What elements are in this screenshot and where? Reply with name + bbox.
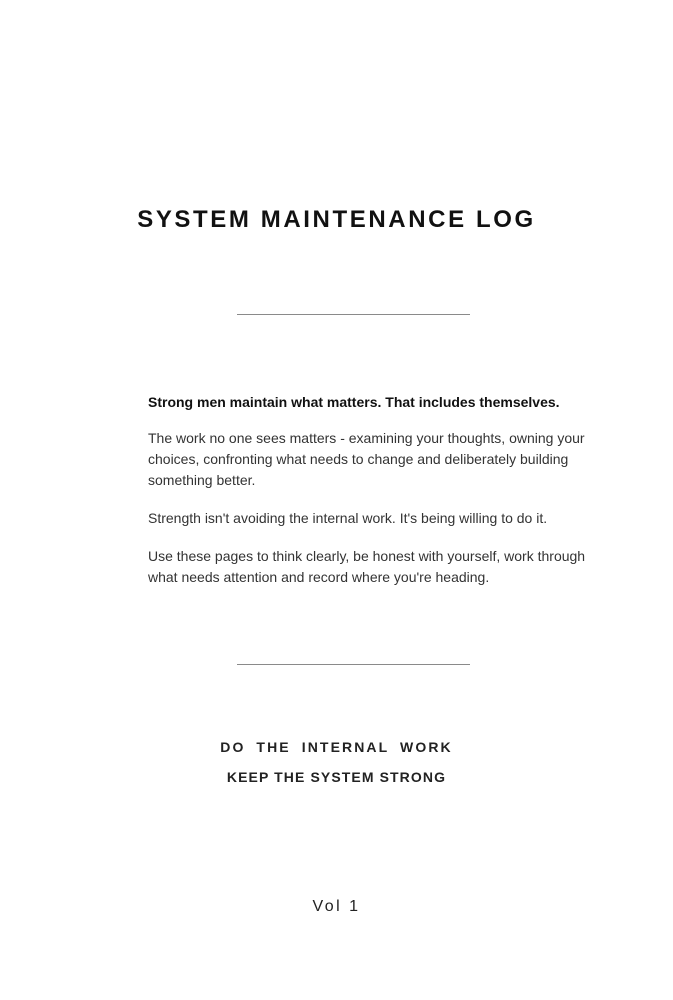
intro-lead: Strong men maintain what matters. That includes themselves. xyxy=(148,394,560,410)
intro-paragraph-3: Use these pages to think clearly, be honest with yourself, work through what needs attention and record where you're heading. xyxy=(148,548,586,585)
bottom-divider xyxy=(237,664,470,665)
intro-paragraph-2: Strength isn't avoiding the internal work. It's being willing to do it. xyxy=(148,510,548,526)
volume-label: Vol 1 xyxy=(312,898,361,915)
page-title: SYSTEM MAINTENANCE LOG xyxy=(137,206,536,233)
intro-section xyxy=(148,392,588,605)
intro-paragraph-1: The work no one sees matters - examining your thoughts, owning your choices, confronting what needs to change and deliberately building something better. xyxy=(148,430,585,488)
motto-line-2: KEEP THE SYSTEM STRONG xyxy=(226,769,447,785)
top-divider xyxy=(237,314,470,315)
motto-line-1: DO THE INTERNAL WORK xyxy=(220,739,453,755)
